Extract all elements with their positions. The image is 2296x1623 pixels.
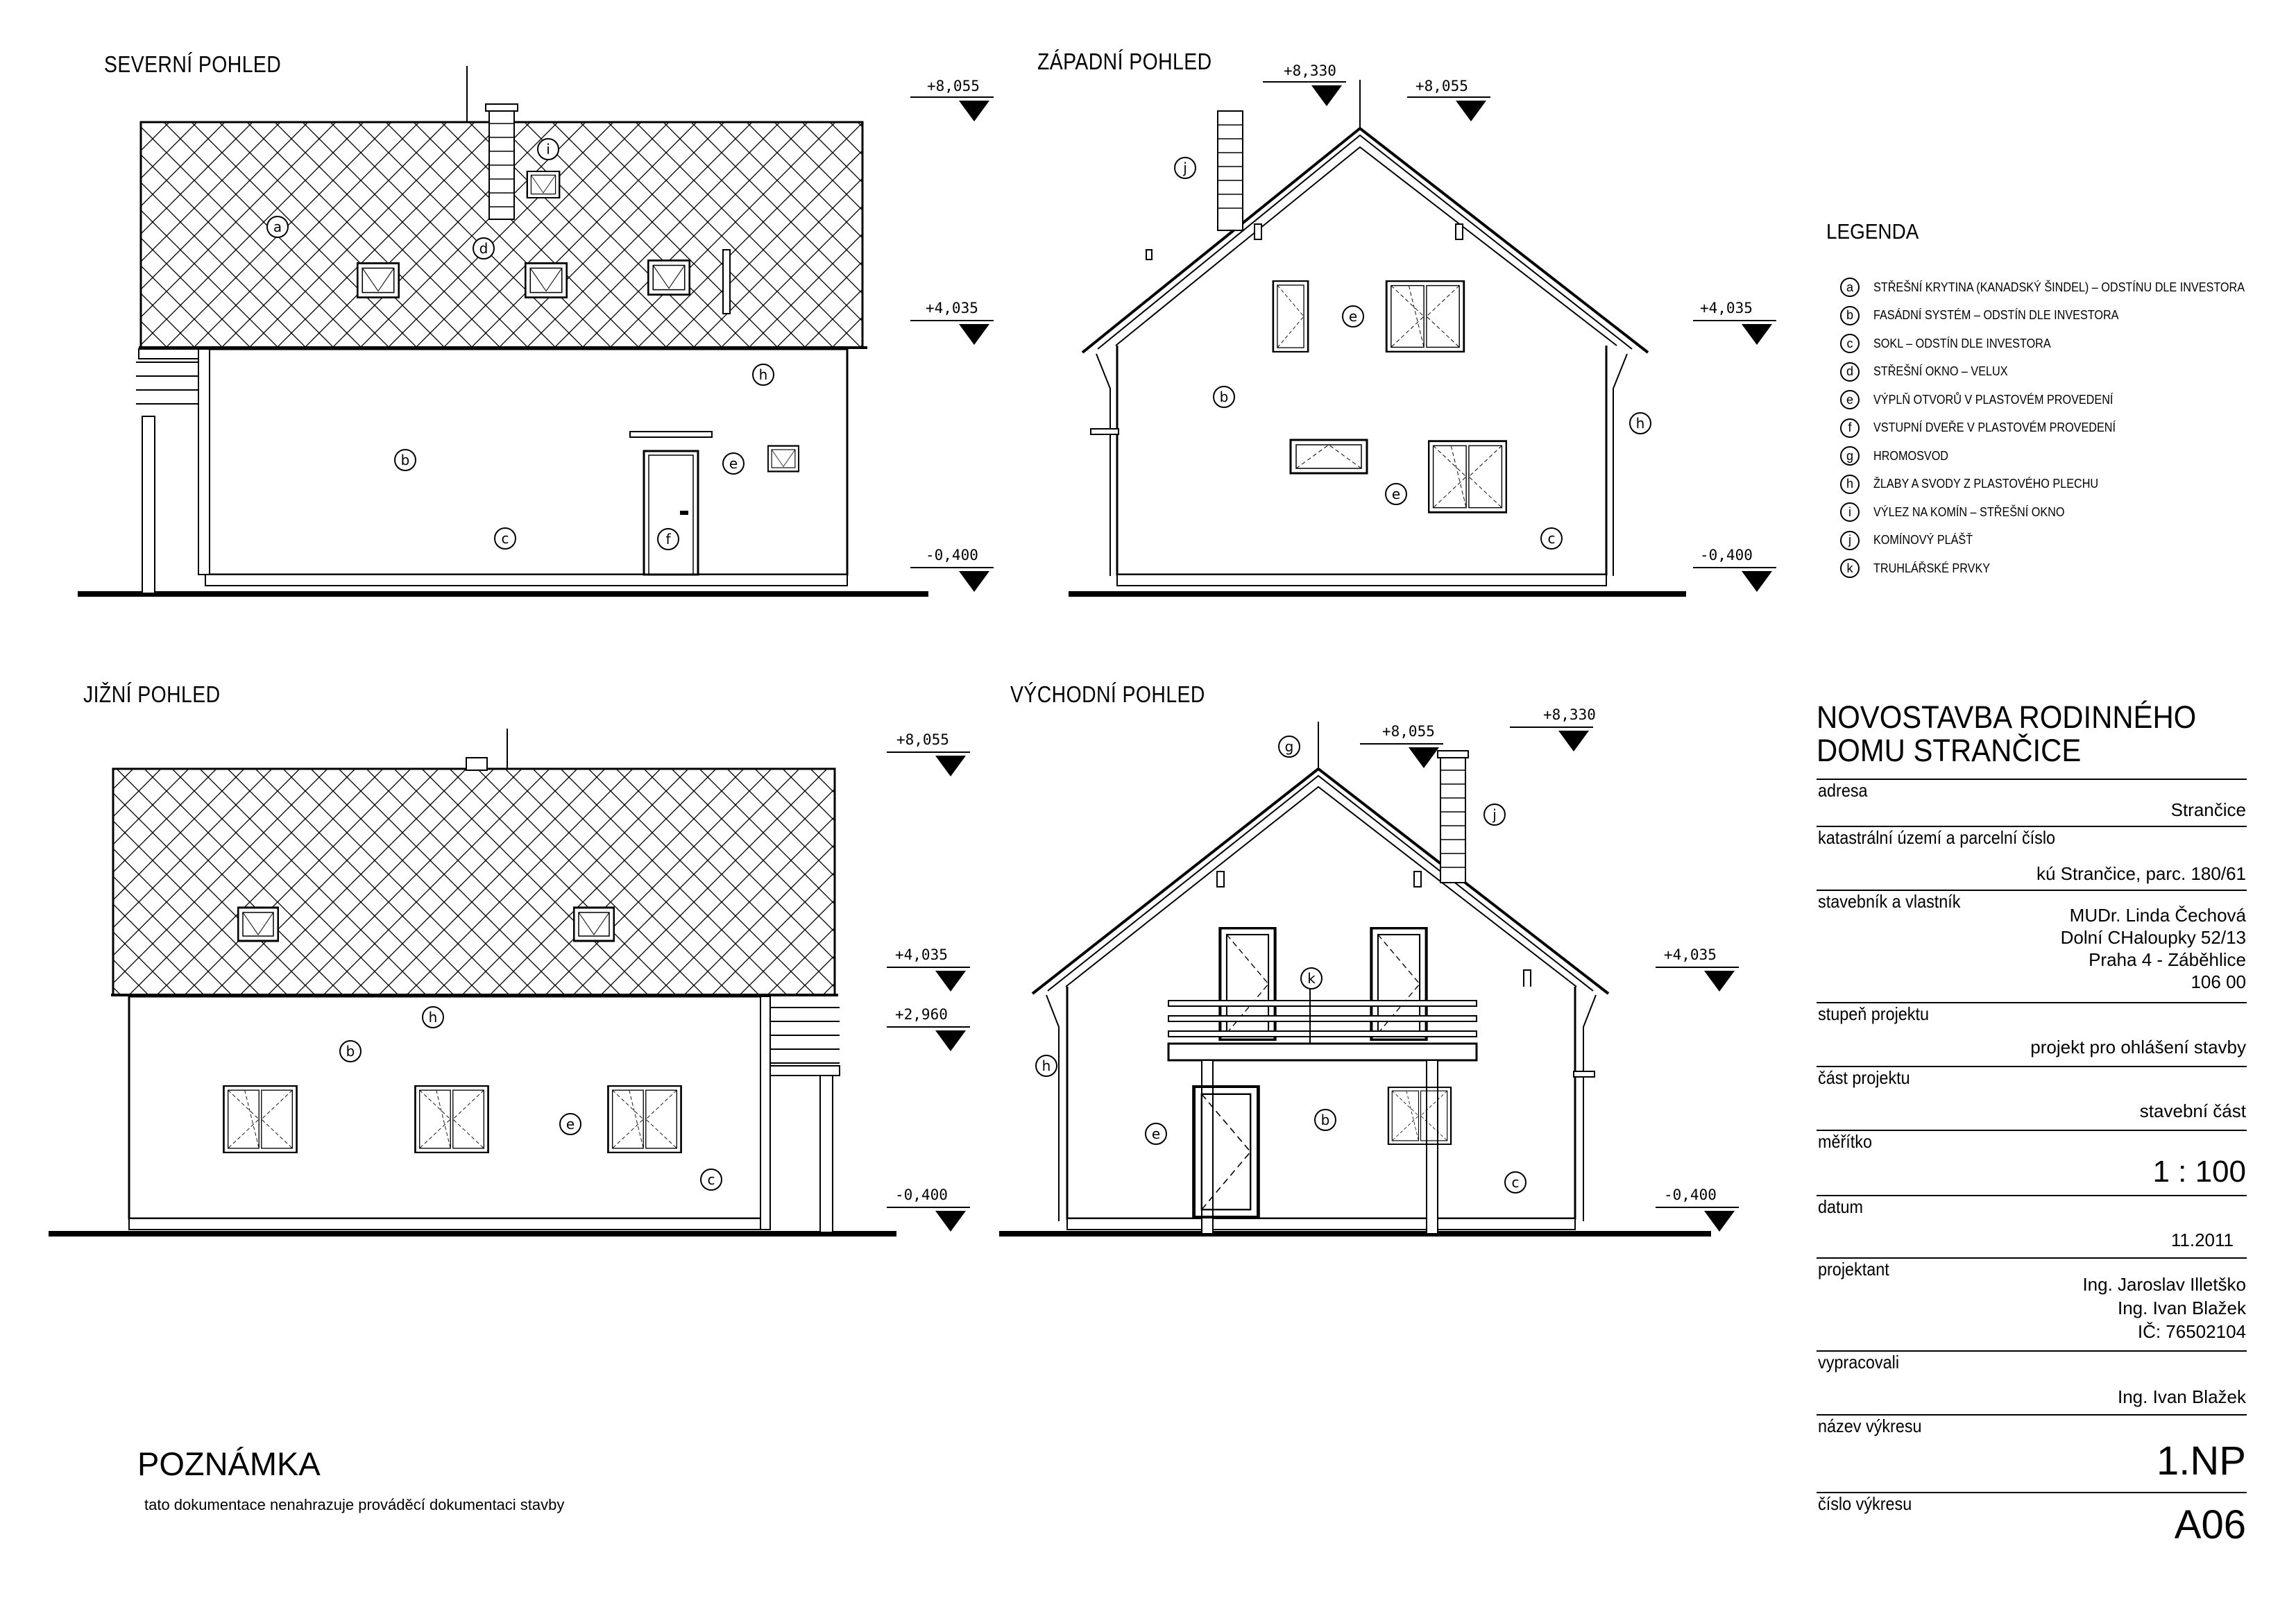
- legend-item: [1840, 528, 1984, 553]
- svg-text:d: d: [479, 240, 488, 257]
- project-title: [1817, 701, 2196, 767]
- skylight-window: [525, 263, 567, 298]
- svg-text:c: c: [707, 1171, 715, 1188]
- svg-text:b: b: [1219, 389, 1229, 405]
- project-title-line1: NOVOSTAVBA RODINNÉHO: [1817, 699, 2197, 735]
- svg-text:e: e: [729, 455, 738, 472]
- view-title-south: JIŽNÍ POHLED: [83, 681, 221, 707]
- level-label: +4,035: [895, 946, 948, 963]
- svg-text:b: b: [400, 452, 410, 468]
- owner-name: MUDr. Linda Čechová: [2069, 905, 2246, 926]
- legend-key: d: [1840, 362, 1860, 382]
- drawing-number-value: A06: [2174, 1502, 2246, 1547]
- legend-item: [1840, 500, 2086, 525]
- level-label: -0,400: [1664, 1187, 1717, 1203]
- cadastre-label: katastrální území a parcelní číslo: [1818, 827, 2056, 848]
- drawing-number-label: číslo výkresu: [1818, 1493, 1912, 1514]
- east-elevation: [999, 722, 1739, 1234]
- owner-label: stavebník a vlastník: [1818, 891, 1961, 912]
- legend-text: STŘEŠNÍ OKNO – VELUX: [1873, 364, 2008, 378]
- svg-text:j: j: [1493, 806, 1497, 823]
- chimney: [1218, 111, 1243, 230]
- level-label: +8,055: [927, 78, 980, 94]
- date-label: datum: [1818, 1196, 1864, 1217]
- legend-key: f: [1840, 418, 1860, 438]
- window: [768, 446, 799, 472]
- legend-key: a: [1840, 278, 1860, 297]
- svg-text:e: e: [566, 1116, 575, 1132]
- level-label: +8,055: [1415, 78, 1468, 94]
- note-text: tato dokumentace nenahrazuje prováděcí dokumentaci stavby: [144, 1496, 565, 1513]
- legend-item: [1840, 387, 2140, 412]
- level-label: -0,400: [926, 547, 978, 563]
- level-label: +8,055: [1382, 723, 1435, 740]
- legend-text: VSTUPNÍ DVEŘE V PLASTOVÉM PROVEDENÍ: [1873, 420, 2116, 434]
- legend-key: b: [1840, 306, 1860, 325]
- wall: [129, 996, 767, 1218]
- svg-text:e: e: [1151, 1125, 1161, 1142]
- legend-text: FASÁDNÍ SYSTÉM – ODSTÍN DLE INVESTORA: [1873, 308, 2119, 322]
- legend-text: ŽLABY A SVODY Z PLASTOVÉHO PLECHU: [1873, 477, 2099, 491]
- svg-text:e: e: [1348, 308, 1358, 325]
- legend-key: g: [1840, 446, 1860, 466]
- owner-street: Dolní CHaloupky 52/13: [2060, 927, 2246, 948]
- svg-text:h: h: [428, 1009, 438, 1026]
- divider: [1817, 1130, 2247, 1131]
- legend-item: [1840, 275, 2286, 300]
- view-title-west: ZÁPADNÍ POHLED: [1037, 49, 1212, 74]
- scale-label: měřítko: [1818, 1131, 1873, 1152]
- svg-text:a: a: [273, 219, 282, 235]
- stage-label: stupeň projektu: [1818, 1003, 1930, 1024]
- cadastre-value: kú Strančice, parc. 180/61: [2036, 863, 2246, 884]
- legend-item: [1840, 303, 2146, 328]
- svg-text:h: h: [758, 366, 768, 383]
- date-value: 11.2011: [2170, 1230, 2234, 1250]
- designer-id: IČ: 76502104: [2137, 1321, 2246, 1342]
- legend-text: VÝPLŇ OTVORŮ V PLASTOVÉM PROVEDENÍ: [1873, 392, 2114, 407]
- legend-key: c: [1840, 334, 1860, 353]
- roof-shingle: [113, 769, 835, 995]
- skylight-window: [574, 908, 614, 941]
- divider: [1817, 1195, 2247, 1196]
- window: [1273, 281, 1308, 352]
- skylight-window: [357, 263, 399, 298]
- skylight-window: [238, 908, 278, 941]
- legend-item: [1840, 472, 2123, 497]
- svg-text:i: i: [546, 141, 550, 158]
- address-label: adresa: [1818, 780, 1868, 801]
- legend-item: [1840, 359, 2023, 384]
- stage-value: projekt pro ohlášení stavby: [2030, 1037, 2246, 1057]
- level-label: -0,400: [895, 1187, 948, 1203]
- skylight-window: [527, 171, 559, 198]
- svg-text:e: e: [1391, 486, 1401, 502]
- level-label: +8,055: [896, 731, 949, 748]
- gable-roof: [1032, 769, 1608, 994]
- svg-text:c: c: [1511, 1174, 1520, 1191]
- part-label: část projektu: [1818, 1067, 1910, 1088]
- designer-name-2: Ing. Ivan Blažek: [2118, 1298, 2246, 1318]
- level-label: +8,330: [1543, 706, 1596, 723]
- svg-text:f: f: [665, 531, 671, 547]
- legend-text: STŘEŠNÍ KRYTINA (KANADSKÝ ŠINDEL) – ODSTÍNU DLE INVESTORA: [1873, 280, 2245, 294]
- owner-zip: 106 00: [2191, 971, 2246, 992]
- west-elevation: [1069, 80, 1776, 594]
- view-title-north: SEVERNÍ POHLED: [104, 51, 282, 77]
- divider: [1817, 779, 2247, 780]
- gable-roof: [1082, 128, 1648, 352]
- note-heading: POZNÁMKA: [137, 1445, 321, 1482]
- legend-key: h: [1840, 475, 1860, 494]
- view-title-east: VÝCHODNÍ POHLED: [1010, 681, 1205, 707]
- owner-city: Praha 4 - Záběhlice: [2089, 949, 2246, 970]
- drawing-name-label: název výkresu: [1818, 1416, 1922, 1436]
- legend-item: [1840, 331, 2070, 356]
- svg-text:c: c: [1547, 530, 1556, 547]
- prepared-value: Ing. Ivan Blažek: [2118, 1386, 2246, 1407]
- level-label: -0,400: [1700, 547, 1753, 563]
- svg-text:h: h: [1635, 415, 1645, 432]
- entry-door: [644, 451, 698, 575]
- legend-text: VÝLEZ NA KOMÍN – STŘEŠNÍ OKNO: [1873, 504, 2065, 519]
- svg-text:c: c: [501, 530, 509, 547]
- legend-item: [1840, 443, 1957, 468]
- legend-key: j: [1840, 531, 1860, 550]
- scale-value: 1 : 100: [2152, 1155, 2246, 1189]
- legend-text: SOKL – ODSTÍN DLE INVESTORA: [1873, 336, 2051, 350]
- project-title-line2: DOMU STRANČICE: [1817, 733, 2082, 768]
- north-elevation: [78, 66, 994, 594]
- prepared-label: vypracovali: [1818, 1352, 1900, 1373]
- window: [1386, 281, 1464, 352]
- level-label: +8,330: [1284, 62, 1336, 79]
- level-label: +4,035: [926, 300, 978, 316]
- legend-text: TRUHLÁŘSKÉ PRVKY: [1873, 561, 1991, 575]
- legend-key: e: [1840, 390, 1860, 409]
- legend-text: KOMÍNOVÝ PLÁŠŤ: [1873, 533, 1973, 547]
- designer-label: projektant: [1818, 1259, 1889, 1280]
- legend-key: i: [1840, 502, 1860, 522]
- designer-name-1: Ing. Jaroslav Illetško: [2082, 1274, 2246, 1295]
- drawing-name-value: 1.NP: [2157, 1438, 2246, 1484]
- legend-title: LEGENDA: [1826, 219, 1919, 244]
- legend-item: [1840, 556, 2003, 581]
- south-elevation: [49, 729, 970, 1234]
- svg-text:b: b: [346, 1043, 355, 1060]
- svg-text:g: g: [1284, 738, 1294, 755]
- legend-text: HROMOSVOD: [1873, 448, 1949, 463]
- chimney: [489, 110, 514, 219]
- address-value: Strančice: [2170, 799, 2246, 820]
- part-value: stavební část: [2139, 1101, 2246, 1121]
- level-label: +4,035: [1700, 300, 1753, 316]
- svg-text:k: k: [1307, 970, 1316, 987]
- chimney: [1440, 756, 1465, 883]
- svg-text:b: b: [1320, 1112, 1330, 1128]
- legend-item: [1840, 416, 2143, 441]
- level-label: +4,035: [1664, 946, 1717, 963]
- legend-key: k: [1840, 559, 1860, 578]
- skylight-window: [648, 260, 690, 295]
- wall: [205, 349, 847, 575]
- level-label: +2,960: [895, 1006, 948, 1023]
- svg-text:h: h: [1041, 1057, 1051, 1074]
- svg-text:j: j: [1183, 160, 1187, 176]
